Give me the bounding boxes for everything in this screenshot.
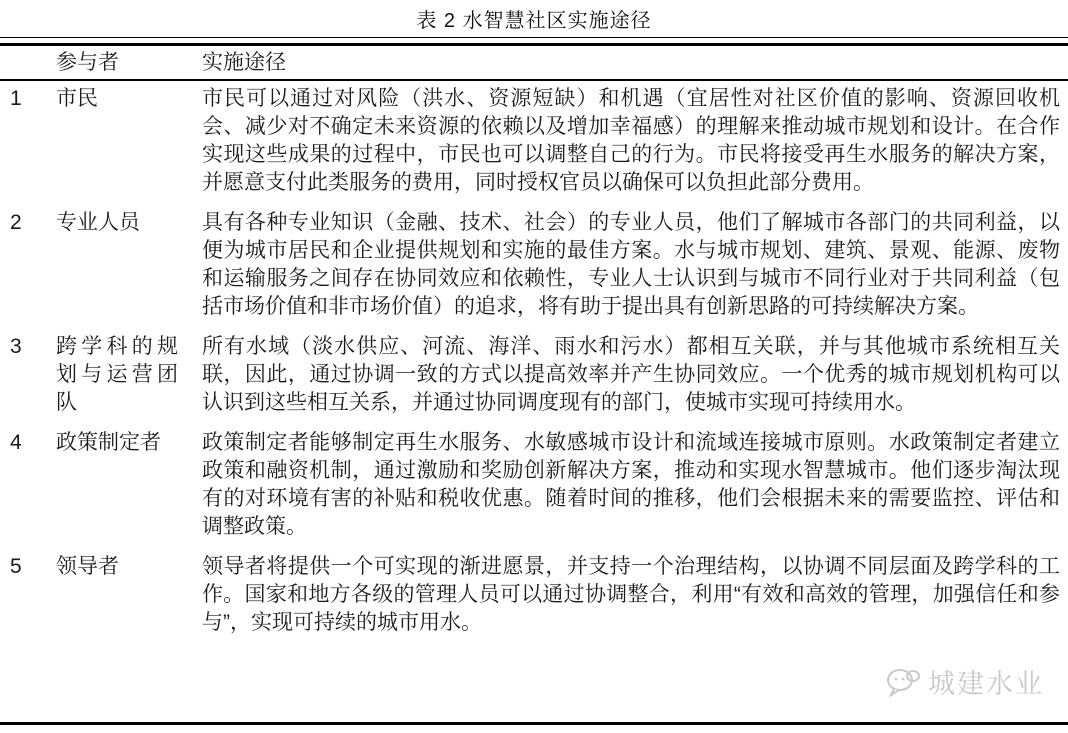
row-pathway: 领导者将提供一个可实现的渐进愿景，并支持一个治理结构，以协调不同层面及跨学科的工作。国家和地方各级的管理人员可以通过协调整合，利用“有效和高效的管理，加强信任和参与”，实现可持续的城市用水。 [202, 555, 1060, 634]
table-header-row [0, 46, 1068, 79]
row-index: 4 [10, 431, 22, 454]
table-row [0, 429, 1068, 541]
table-row [0, 333, 1068, 417]
table-row [0, 209, 1068, 321]
row-participant: 领导者 [56, 555, 119, 578]
row-participant: 跨学科的规划与运营团队 [56, 335, 178, 414]
row-participant: 市民 [56, 87, 98, 110]
header-participant: 参与者 [56, 51, 119, 74]
row-participant: 政策制定者 [56, 431, 161, 454]
table-row [0, 553, 1068, 637]
chat-bubble-icon [886, 667, 920, 697]
row-pathway: 政策制定者能够制定再生水服务、水敏感城市设计和流域连接城市原则。水政策制定者建立政策和融资机制，通过激励和奖励创新解决方案，推动和实现水智慧城市。他们逐步淘汰现有的对环境有害的补贴和税收优惠。随着时间的推移，他们会根据未来的需要监控、评估和调整政策。 [202, 431, 1060, 538]
row-pathway: 市民可以通过对风险（洪水、资源短缺）和机遇（宜居性对社区价值的影响、资源回收机会、减少对不确定未来资源的依赖以及增加幸福感）的理解来推动城市规划和设计。在合作实现这些成果的过程中，市民也可以调整自己的行为。市民将接受再生水服务的解决方案，并愿意支付此类服务的费用，同时授权官员以确保可以负担此部分费用。 [202, 87, 1060, 194]
row-index: 1 [10, 87, 22, 110]
row-index: 3 [10, 335, 22, 358]
row-pathway: 所有水域（淡水供应、河流、海洋、雨水和污水）都相互关联，并与其他城市系统相互关联，因此，通过协调一致的方式以提高效率并产生协同效应。一个优秀的城市规划机构可以认识到这些相互关系，并通过协同调度现有的部门，使城市实现可持续用水。 [202, 335, 1060, 414]
row-participant: 专业人员 [56, 211, 140, 234]
row-pathway: 具有各种专业知识（金融、技术、社会）的专业人员，他们了解城市各部门的共同利益，以便为城市居民和企业提供规划和实施的最佳方案。水与城市规划、建筑、景观、能源、废物和运输服务之间存在协同效应和依赖性，专业人士认识到与城市不同行业对于共同利益（包括市场价值和非市场价值）的追求，将有助于提出具有创新思路的可持续解决方案。 [202, 211, 1060, 318]
header-pathway: 实施途径 [202, 51, 286, 74]
top-thin-rule [0, 37, 1068, 38]
watermark-label: 城建水业 [928, 669, 1044, 699]
watermark [886, 662, 1044, 701]
bottom-thick-rule [0, 722, 1068, 725]
row-index: 2 [10, 211, 22, 234]
row-index: 5 [10, 555, 22, 578]
table-body [0, 81, 1068, 637]
table-title: 表 2 水智慧社区实施途径 [416, 10, 652, 32]
table-row [0, 85, 1068, 197]
